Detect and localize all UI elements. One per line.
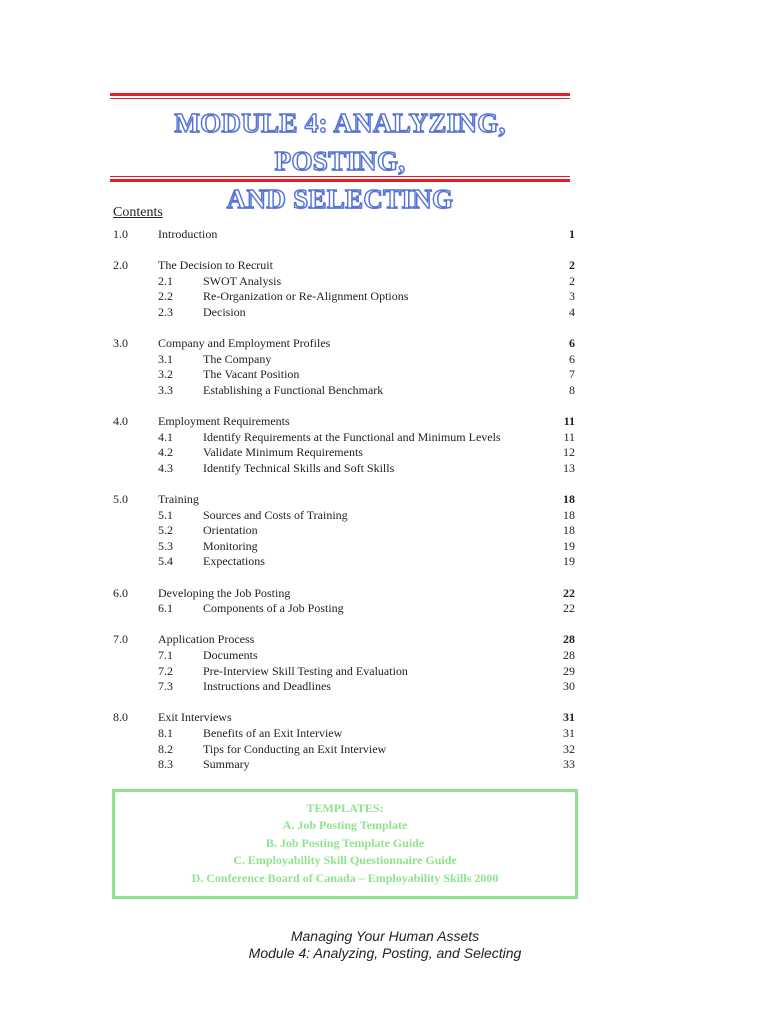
toc-subsection-title: Identify Technical Skills and Soft Skills <box>203 460 395 475</box>
toc-subsection-page: 28 <box>563 648 575 663</box>
toc-section-title: Developing the Job Posting <box>158 585 291 600</box>
toc-subsection-number: 7.1 <box>158 648 173 663</box>
title-bottom-rule <box>110 176 570 182</box>
toc-section-title: Introduction <box>158 227 218 241</box>
toc-subsection-page: 32 <box>563 741 575 756</box>
toc-subsection-row[interactable] <box>113 383 575 399</box>
toc-subsection-row[interactable] <box>113 508 575 524</box>
toc-subsection-page: 7 <box>569 367 575 382</box>
toc-section-title: Training <box>158 492 199 507</box>
toc-subsection-page: 22 <box>563 601 575 616</box>
toc-section <box>113 414 575 476</box>
contents-heading: Contents <box>113 205 163 220</box>
toc-subsection-title: Sources and Costs of Training <box>203 507 348 522</box>
toc-subsection-row[interactable] <box>113 352 575 368</box>
toc-subsection-title: Monitoring <box>203 538 258 553</box>
page-footer <box>0 928 770 962</box>
toc-subsection-row[interactable] <box>113 274 575 290</box>
toc-subsection-page: 33 <box>563 757 575 772</box>
toc-section <box>113 710 575 772</box>
toc-subsection-title: SWOT Analysis <box>203 273 282 288</box>
toc-subsection-page: 13 <box>563 460 575 475</box>
toc-section-number: 4.0 <box>113 414 128 429</box>
toc-subsection-title: Components of a Job Posting <box>203 601 344 616</box>
template-item-c[interactable]: C. Employability Skill Questionnaire Guide <box>233 853 457 868</box>
toc-subsection-number: 2.2 <box>158 289 173 304</box>
toc-subsection-page: 8 <box>569 382 575 397</box>
toc-subsection-number: 3.2 <box>158 367 173 382</box>
toc-subsection-row[interactable] <box>113 367 575 383</box>
toc-subsection-page: 4 <box>569 304 575 319</box>
toc-subsection-number: 4.2 <box>158 445 173 460</box>
toc-subsection-number: 8.2 <box>158 741 173 756</box>
toc-subsection-page: 29 <box>563 663 575 678</box>
toc-subsection-number: 5.1 <box>158 507 173 522</box>
toc-subsection-page: 12 <box>563 445 575 460</box>
toc-section-title: The Decision to Recruit <box>158 258 273 273</box>
toc-subsection-title: Orientation <box>203 523 258 538</box>
toc-section-row[interactable] <box>113 336 575 352</box>
toc-section <box>113 492 575 570</box>
toc-subsection-page: 19 <box>563 538 575 553</box>
toc-subsection-title: Decision <box>203 304 246 319</box>
toc-subsection-title: Re-Organization or Re-Alignment Options <box>203 289 409 304</box>
toc-section-number: 1.0 <box>113 227 128 241</box>
toc-subsection-number: 5.2 <box>158 523 173 538</box>
toc-section-title: Employment Requirements <box>158 414 290 429</box>
toc-subsection-number: 2.1 <box>158 273 173 288</box>
toc-subsection-page: 2 <box>569 273 575 288</box>
toc-section-number: 7.0 <box>113 632 128 647</box>
toc-subsection-title: Tips for Conducting an Exit Interview <box>203 741 387 756</box>
toc-subsection-number: 4.3 <box>158 460 173 475</box>
module-title-line1: MODULE 4: ANALYZING, POSTING, <box>174 108 506 176</box>
toc-subsection-title: Validate Minimum Requirements <box>203 445 363 460</box>
toc-subsection-page: 3 <box>569 289 575 304</box>
toc-section-page: 28 <box>563 632 575 647</box>
toc-subsection-number: 5.4 <box>158 554 173 569</box>
toc-section <box>113 632 575 694</box>
toc-section-page: 31 <box>563 710 575 725</box>
title-top-rule <box>110 93 570 99</box>
toc-section-number: 3.0 <box>113 336 128 351</box>
toc-subsection-title: Pre-Interview Skill Testing and Evaluation <box>203 663 408 678</box>
toc-subsection-row[interactable] <box>113 523 575 539</box>
template-item-d[interactable]: D. Conference Board of Canada – Employability Skills 2000 <box>191 870 499 885</box>
toc-subsection-row[interactable] <box>113 289 575 305</box>
toc-section-page: 1 <box>569 227 575 241</box>
toc-section-row[interactable] <box>113 586 575 602</box>
templates-heading: TEMPLATES: <box>306 801 384 815</box>
toc-section-number: 8.0 <box>113 710 128 725</box>
toc-subsection-row[interactable] <box>113 445 575 461</box>
toc-subsection-row[interactable] <box>113 648 575 664</box>
toc-subsection-number: 2.3 <box>158 304 173 319</box>
toc-subsection-number: 3.3 <box>158 382 173 397</box>
toc-subsection-page: 18 <box>563 523 575 538</box>
toc-section-row[interactable] <box>113 414 575 430</box>
toc-section-row[interactable] <box>113 227 575 243</box>
toc-subsection-title: The Company <box>203 351 272 366</box>
toc-section-title: Application Process <box>158 632 255 647</box>
toc-subsection-page: 6 <box>569 351 575 366</box>
toc-section <box>113 336 575 398</box>
toc-subsection-row[interactable] <box>113 430 575 446</box>
toc-section <box>113 258 575 320</box>
toc-section-title: Company and Employment Profiles <box>158 336 331 351</box>
toc-subsection-row[interactable] <box>113 305 575 321</box>
toc-subsection-number: 8.1 <box>158 726 173 740</box>
toc-subsection-row[interactable] <box>113 742 575 758</box>
toc-subsection-row[interactable] <box>113 601 575 617</box>
toc-subsection-title: Expectations <box>203 554 265 569</box>
toc-subsection-number: 7.2 <box>158 663 173 678</box>
toc-subsection-row[interactable] <box>113 461 575 477</box>
toc-subsection-title: Instructions and Deadlines <box>203 679 331 694</box>
template-item-b[interactable]: B. Job Posting Template Guide <box>265 835 425 850</box>
module-title-line2: AND SELECTING <box>226 184 454 214</box>
toc-section-page: 18 <box>563 492 575 507</box>
toc-section-page: 6 <box>569 336 575 351</box>
toc-subsection-page: 31 <box>563 726 575 740</box>
table-of-contents <box>113 227 575 788</box>
toc-section <box>113 227 575 243</box>
toc-subsection-page: 11 <box>563 429 575 444</box>
toc-subsection-row[interactable] <box>113 664 575 680</box>
toc-subsection-page: 18 <box>563 507 575 522</box>
toc-section <box>113 586 575 617</box>
toc-subsection-row[interactable] <box>113 539 575 555</box>
toc-subsection-row[interactable] <box>113 554 575 570</box>
toc-subsection-number: 5.3 <box>158 538 173 553</box>
toc-section-row[interactable] <box>113 492 575 508</box>
toc-subsection-row[interactable] <box>113 679 575 695</box>
toc-section-title: Exit Interviews <box>158 710 232 725</box>
toc-section-page: 11 <box>563 414 575 429</box>
toc-subsection-page: 19 <box>563 554 575 569</box>
footer-line2: Module 4: Analyzing, Posting, and Selecting <box>248 945 522 961</box>
toc-section-row[interactable] <box>113 258 575 274</box>
toc-section-number: 2.0 <box>113 258 128 273</box>
footer-line1: Managing Your Human Assets <box>290 928 480 944</box>
toc-subsection-number: 4.1 <box>158 429 173 444</box>
toc-subsection-number: 7.3 <box>158 679 173 694</box>
template-item-a[interactable]: A. Job Posting Template <box>282 818 408 833</box>
toc-section-page: 2 <box>569 258 575 273</box>
templates-box <box>112 789 578 899</box>
toc-subsection-number: 3.1 <box>158 351 173 366</box>
toc-subsection-row[interactable] <box>113 757 575 773</box>
module-title <box>110 104 570 218</box>
toc-subsection-title: Benefits of an Exit Interview <box>203 726 343 740</box>
toc-subsection-title: Identify Requirements at the Functional and Minimum Levels <box>203 429 501 444</box>
toc-section-row[interactable] <box>113 710 575 726</box>
toc-subsection-title: Summary <box>203 757 250 772</box>
toc-section-page: 22 <box>563 585 575 600</box>
toc-subsection-title: The Vacant Position <box>203 367 300 382</box>
toc-subsection-number: 6.1 <box>158 601 173 616</box>
toc-subsection-number: 8.3 <box>158 757 173 772</box>
toc-subsection-title: Establishing a Functional Benchmark <box>203 382 384 397</box>
toc-section-row[interactable] <box>113 632 575 648</box>
toc-subsection-title: Documents <box>203 648 258 663</box>
toc-subsection-row[interactable] <box>113 726 575 742</box>
toc-section-number: 5.0 <box>113 492 128 507</box>
toc-subsection-page: 30 <box>563 679 575 694</box>
toc-section-number: 6.0 <box>113 585 128 600</box>
